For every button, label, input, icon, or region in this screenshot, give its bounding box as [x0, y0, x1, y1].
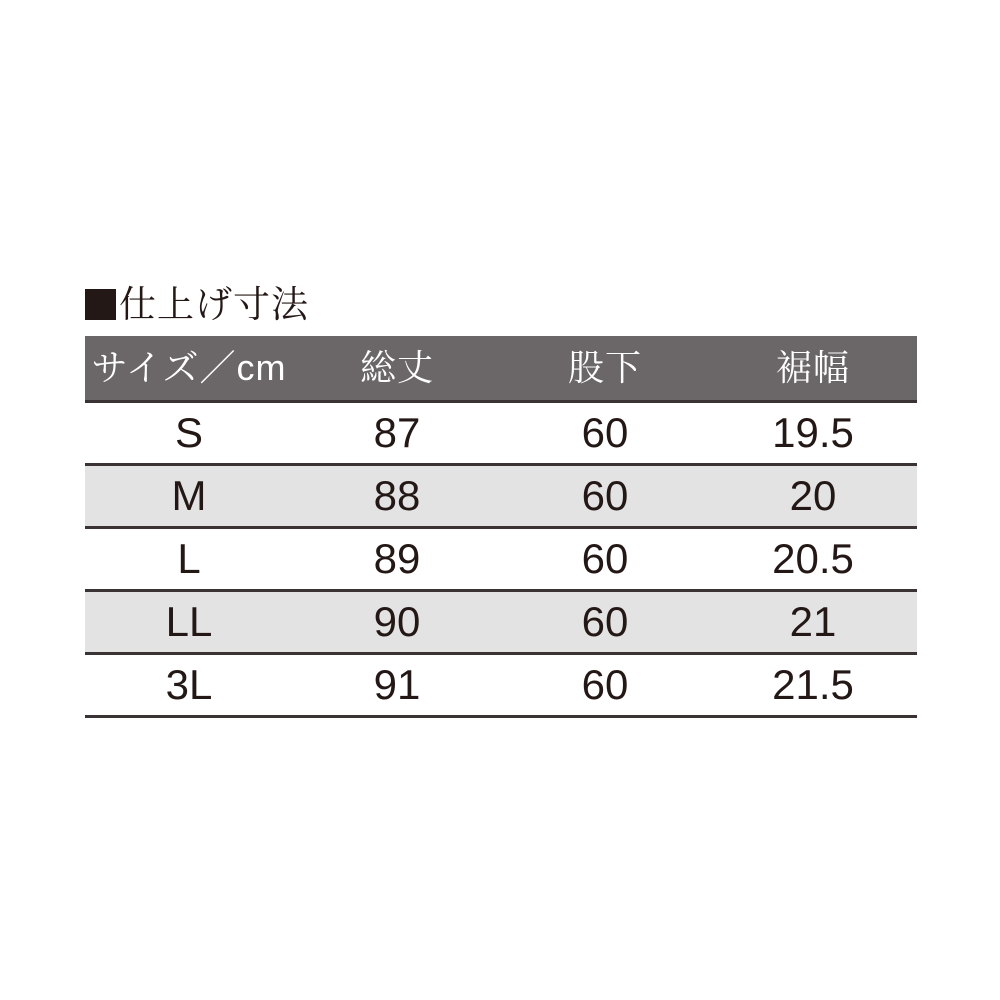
page-title-label: 仕上げ寸法: [119, 284, 309, 325]
size-cell: LL: [165, 598, 213, 645]
value-cell: 19.5: [772, 409, 854, 456]
value-cell: 60: [581, 409, 629, 456]
header-cell-inseam: 股下: [567, 347, 642, 388]
value-cell: 91: [373, 661, 421, 708]
page-title: [85, 286, 309, 323]
value-cell: 60: [581, 535, 629, 582]
table-row-m: [85, 463, 917, 526]
size-cell: 3L: [165, 661, 213, 708]
value-cell: 60: [581, 598, 629, 645]
value-cell: 20: [789, 472, 837, 519]
value-cell: 20.5: [772, 535, 854, 582]
value-cell: 60: [581, 472, 629, 519]
header-cell-hem-width: 裾幅: [775, 347, 850, 388]
value-cell: 21: [789, 598, 837, 645]
value-cell: 90: [373, 598, 421, 645]
table-row-l: [85, 526, 917, 589]
size-cell: L: [177, 535, 201, 582]
value-cell: 60: [581, 661, 629, 708]
header-cell-size: サイズ／cm: [91, 347, 287, 388]
size-cell: M: [171, 472, 207, 519]
table-row-ll: [85, 589, 917, 652]
table-row-s: [85, 400, 917, 463]
value-cell: 88: [373, 472, 421, 519]
value-cell: 87: [373, 409, 421, 456]
black-square-icon: [85, 289, 116, 320]
table-header-row: [85, 336, 917, 400]
header-cell-total-length: 総丈: [359, 347, 434, 388]
value-cell: 89: [373, 535, 421, 582]
size-cell: S: [174, 409, 203, 456]
value-cell: 21.5: [772, 661, 854, 708]
size-spec-table: [85, 336, 917, 718]
table-row-3l: [85, 652, 917, 715]
